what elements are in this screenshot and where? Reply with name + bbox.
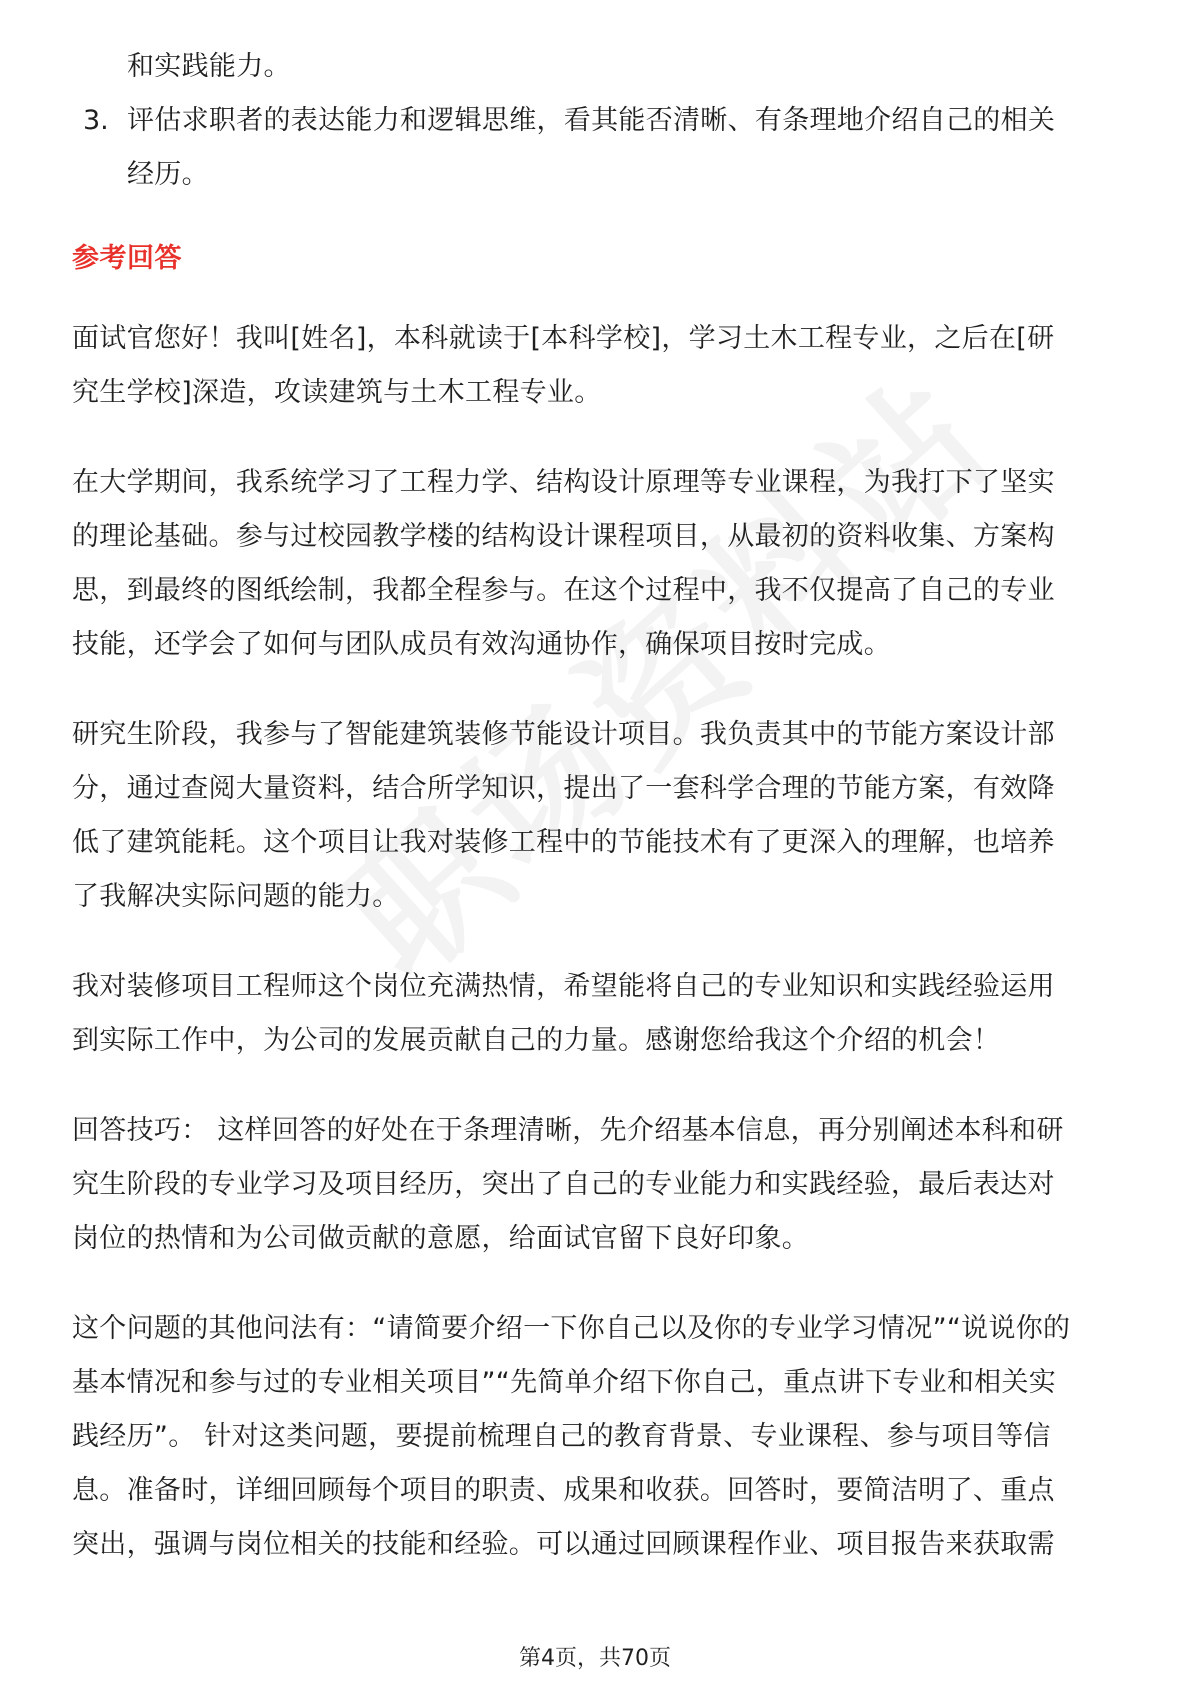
paragraph-line: 这个问题的其他问法有：“请简要介绍一下你自己以及你的专业学习情况”“说说你的: [72, 1313, 1071, 1344]
paragraph-line: 在大学期间，我系统学习了工程力学、结构设计原理等专业课程，为我打下了坚实: [72, 467, 1055, 498]
answer-tips-line: 回答技巧： 这样回答的好处在于条理清晰，先介绍基本信息，再分别阐述本科和研: [72, 1115, 1064, 1146]
paragraph-line: 的理论基础。参与过校园教学楼的结构设计课程项目，从最初的资料收集、方案构: [72, 521, 1055, 552]
paragraph-line: 思，到最终的图纸绘制，我都全程参与。在这个过程中，我不仅提高了自己的专业: [72, 575, 1055, 606]
paragraph-line: 到实际工作中，为公司的发展贡献自己的力量。感谢您给我这个介绍的机会！: [72, 1025, 1001, 1056]
paragraph-line: 面试官您好！我叫[姓名]，本科就读于[本科学校]，学习土木工程专业，之后在[研: [72, 323, 1055, 354]
paragraph-line: 基本情况和参与过的专业相关项目”“先简单介绍下你自己，重点讲下专业和相关实: [72, 1367, 1057, 1398]
paragraph-line: 我对装修项目工程师这个岗位充满热情，希望能将自己的专业知识和实践经验运用: [72, 971, 1055, 1002]
paragraph-line: 究生学校]深造，攻读建筑与土木工程专业。: [72, 377, 602, 408]
watermark: [290, 320, 1029, 1016]
paragraph-line: 技能，还学会了如何与团队成员有效沟通协作，确保项目按时完成。: [72, 629, 891, 660]
paragraph-line: 了我解决实际问题的能力。: [72, 881, 400, 912]
page-footer: 第4页，共70页: [519, 1646, 671, 1671]
answer-tips-line: 岗位的热情和为公司做贡献的意愿，给面试官留下良好印象。: [72, 1223, 810, 1254]
paragraph-line: 研究生阶段，我参与了智能建筑装修节能设计项目。我负责其中的节能方案设计部: [72, 719, 1055, 750]
list-item-3-line: 评估求职者的表达能力和逻辑思维，看其能否清晰、有条理地介绍自己的相关: [127, 105, 1056, 136]
list-item-2-tail: 和实践能力。: [127, 51, 291, 82]
paragraph-line: 突出，强调与岗位相关的技能和经验。可以通过回顾课程作业、项目报告来获取需: [72, 1529, 1055, 1560]
answer-tips-line: 究生阶段的专业学习及项目经历，突出了自己的专业能力和实践经验，最后表达对: [72, 1169, 1055, 1200]
list-item-3-number: 3.: [83, 105, 109, 136]
paragraph-line: 低了建筑能耗。这个项目让我对装修工程中的节能技术有了更深入的理解，也培养: [72, 827, 1055, 858]
reference-answer-heading: 参考回答: [72, 243, 182, 274]
list-item-3-line: 经历。: [127, 159, 209, 190]
paragraph-line: 分，通过查阅大量资料，结合所学知识，提出了一套科学合理的节能方案，有效降: [72, 773, 1055, 804]
paragraph-line: 息。准备时，详细回顾每个项目的职责、成果和收获。回答时，要简洁明了、重点: [72, 1475, 1055, 1506]
paragraph-line: 践经历”。 针对这类问题，要提前梳理自己的教育背景、专业课程、参与项目等信: [72, 1421, 1051, 1452]
